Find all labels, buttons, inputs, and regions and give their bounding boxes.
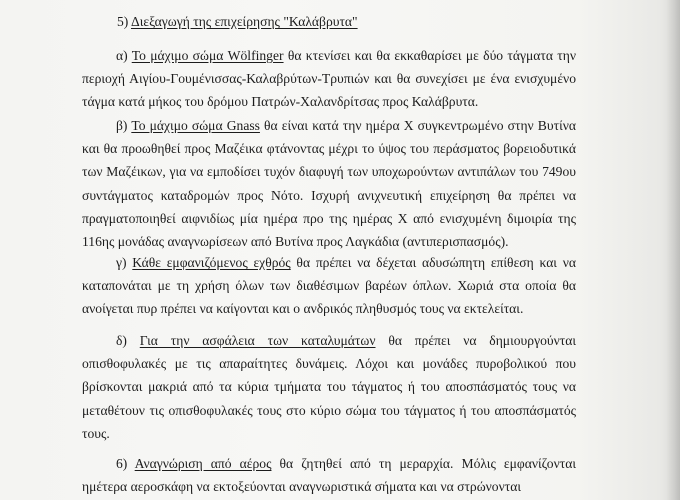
paragraph-label: γ) [116, 255, 127, 270]
paragraph-label: δ) [116, 333, 127, 348]
page-edge-shadow [666, 0, 680, 500]
paragraph-text: θα πρέπει να δέχεται αδυσώπητη επίθεση και να καταπονάται με τη χρήση όλων των διαθέσιμων βαρέων όπλων. Χωριά στα οποία θα ανοίγεται πυρ πρέπει να καίγονται και ο ανδρικός πληθυσμός τους να εκτελείται. [82, 255, 576, 317]
paragraph-underlined-phrase: Το μάχιμο σώμα Gnass [131, 118, 260, 133]
paragraph-underlined-phrase: Κάθε εμφανιζόμενος εχθρός [132, 255, 291, 270]
paragraph-a [82, 44, 576, 114]
paragraph-text: θα είναι κατά την ημέρα Χ συγκεντρωμένο στην Βυτίνα και θα προωθηθεί προς Μαζέικα φτάνοντας μέχρι το ύψος του περάσματος βορειοδυτικά των Μαζέικων, για να εμποδίσει τυχόν διαφυγή των υποχωρούντων αντιπάλων του 749ου συντάγματος καταδρομών προς Νότο. Ισχυρή ανιχνευτική επιχείρηση θα πρέπει να πραγματοποιηθεί αιφνιδίως μία ημέρα προ της ημέρας Χ από ενισχυμένη διμοιρία της 116ης μονάδας αναγνωρίσεων από Βυτίνα προς Λαγκάδια (αντιπερισπασμός). [82, 118, 576, 250]
paragraph-c [82, 251, 576, 321]
paragraph-text: θα ζητηθεί από τη μεραρχία. Μόλις εμφανίζονται ημέτερα αεροσκάφη να εκτοξεύονται αναγνωριστικά σήματα και να στρώνονται [82, 456, 576, 495]
paragraph-label: 6) [116, 456, 128, 471]
paragraph-underlined-phrase: Αναγνώριση από αέρος [134, 456, 272, 471]
paragraph-d [82, 329, 576, 445]
section-heading [117, 10, 358, 33]
paragraph-text: θα κτενίσει και θα εκκαθαρίσει με δύο τάγματα την περιοχή Αιγίου-Γουμένισσας-Καλαβρύτων-Τρυπιών και θα συνεχίσει με ένα ενισχυμένο τάγμα κατά μήκος του δρόμου Πατρών-Χαλανδρίτσας προς Καλάβρυτα. [82, 48, 577, 110]
section-title: Διεξαγωγή της επιχείρησης "Καλάβρυτα" [130, 14, 358, 29]
paragraph-underlined-phrase: Για την ασφάλεια των καταλυμάτων [139, 333, 376, 348]
paragraph-label: β) [116, 118, 128, 133]
paragraph-text: θα πρέπει να δημιουργούνται οπισθοφυλακές με τις απαραίτητες δυνάμεις. Λόχοι και μονάδες πυροβολικού που βρίσκονται μακριά από τα κύρια τμήματα του τάγματος ή του αποσπάσματός τους να μεταθέτουν τις οπισθοφυλακές τους στο κύριο σώμα του τάγματος ή του αποσπάσματός τους. [82, 333, 576, 441]
paragraph-underlined-phrase: Το μάχιμο σώμα Wölfinger [131, 48, 284, 63]
section-number: 5) [117, 14, 129, 29]
paragraph-6 [82, 452, 576, 498]
paragraph-b [82, 114, 576, 253]
paragraph-label: α) [116, 48, 128, 63]
